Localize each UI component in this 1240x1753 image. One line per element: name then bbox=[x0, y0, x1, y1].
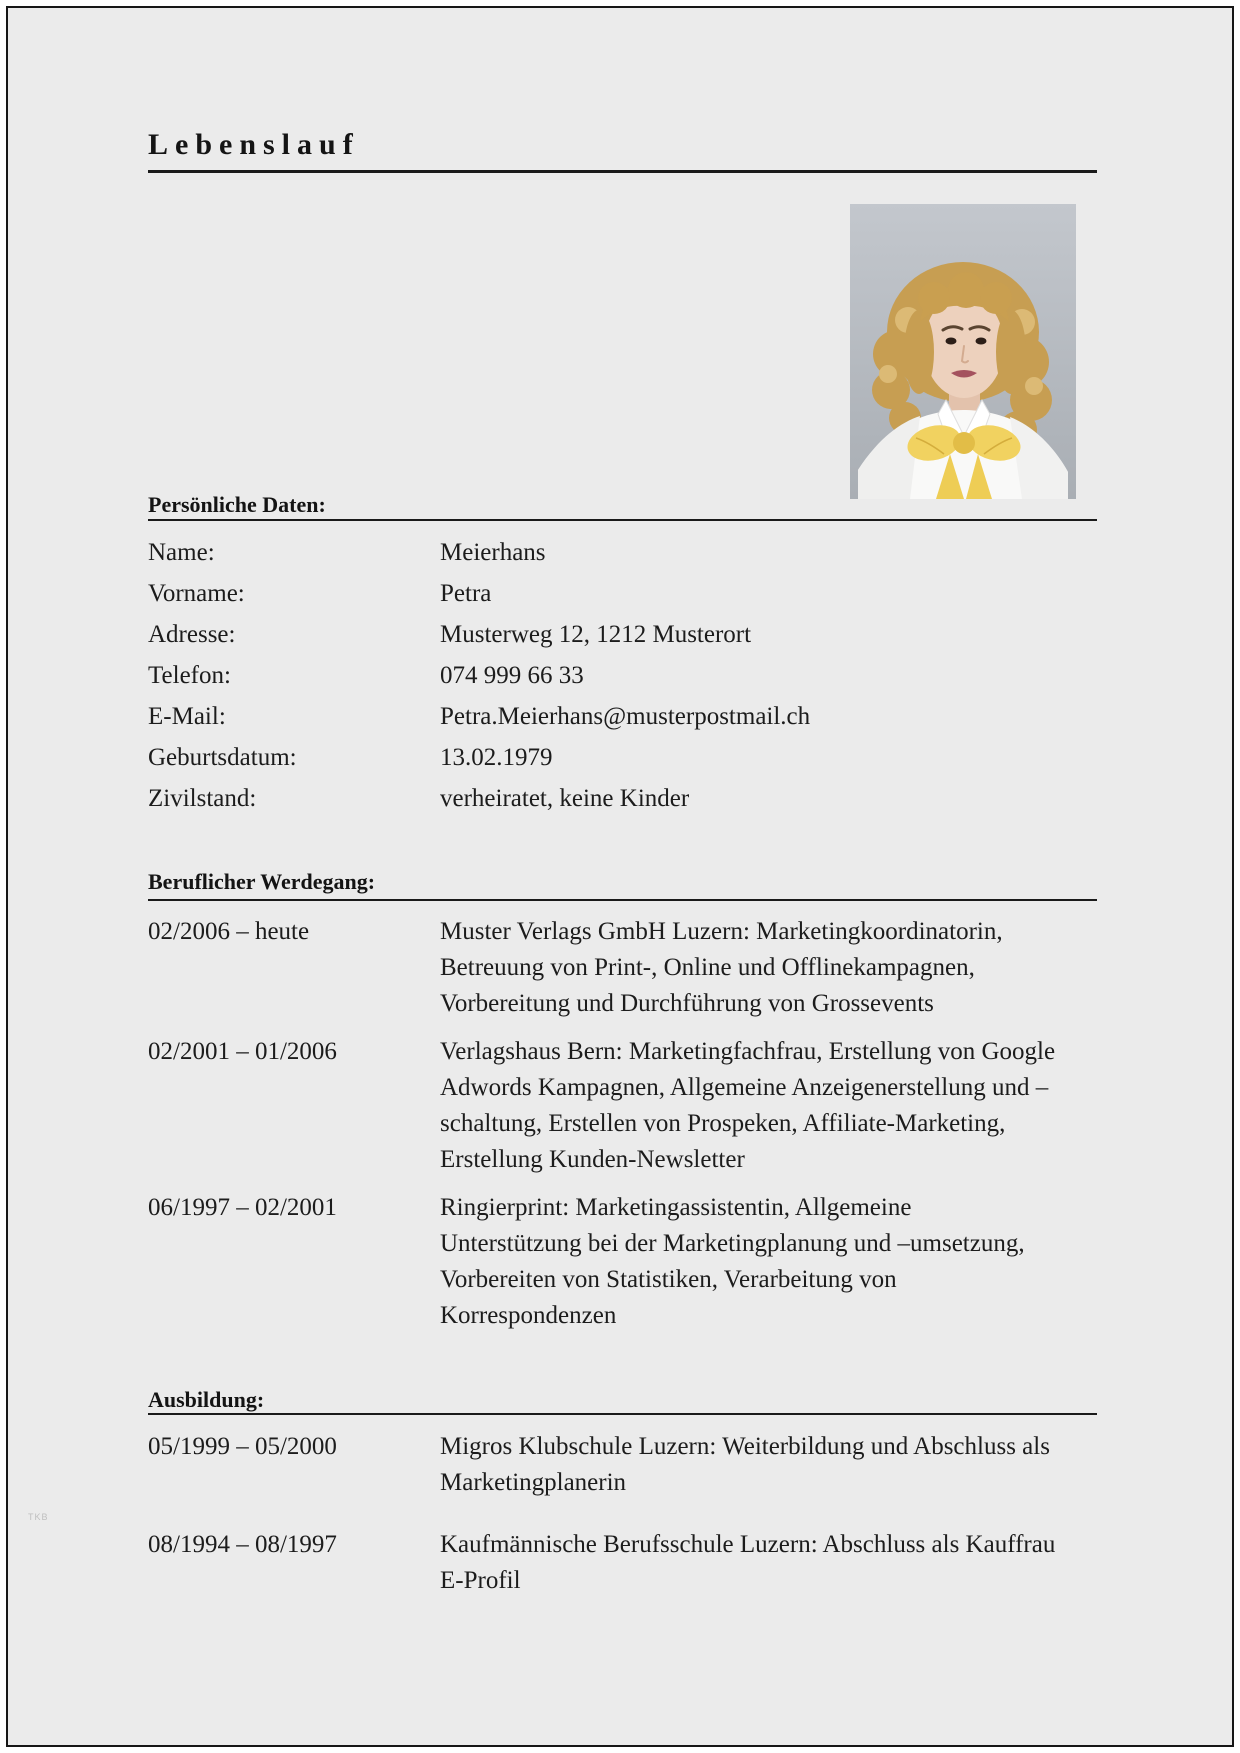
row-value: Musterweg 12, 1212 Musterort bbox=[440, 621, 752, 648]
page-title: Lebenslauf bbox=[148, 128, 360, 161]
description-line: Korrespondenzen bbox=[440, 1302, 617, 1329]
career-divider bbox=[148, 899, 1097, 901]
section-heading-education: Ausbildung: bbox=[148, 1387, 265, 1412]
row-label: Name: bbox=[148, 539, 215, 566]
entry-description bbox=[440, 1034, 1108, 1178]
entry-period: 05/1999 – 05/2000 bbox=[148, 1433, 337, 1460]
personal-row-telefon bbox=[148, 655, 1098, 696]
entry-period: 02/2001 – 01/2006 bbox=[148, 1038, 337, 1065]
personal-row-name bbox=[148, 532, 1098, 573]
row-value: Meierhans bbox=[440, 539, 546, 566]
row-value: Petra bbox=[440, 580, 492, 607]
entry-description bbox=[440, 1190, 1108, 1334]
description-line: E-Profil bbox=[440, 1567, 521, 1594]
entry-period: 02/2006 – heute bbox=[148, 918, 310, 945]
row-label: Adresse: bbox=[148, 621, 236, 648]
description-line: Adwords Kampagnen, Allgemeine Anzeigenerstellung und – bbox=[440, 1074, 1049, 1101]
personal-divider bbox=[148, 519, 1097, 521]
row-label: E-Mail: bbox=[148, 703, 226, 730]
row-value: 13.02.1979 bbox=[440, 744, 553, 771]
personal-row-vorname bbox=[148, 573, 1098, 614]
description-line: schaltung, Erstellen von Prospeken, Affiliate-Marketing, bbox=[440, 1110, 1006, 1137]
row-value: Petra.Meierhans@musterpostmail.ch bbox=[440, 703, 811, 730]
section-heading-career: Beruflicher Werdegang: bbox=[148, 869, 376, 894]
entry-period: 06/1997 – 02/2001 bbox=[148, 1194, 337, 1221]
education-divider bbox=[148, 1413, 1097, 1415]
career-entry bbox=[148, 1034, 1108, 1178]
corner-watermark: TKB bbox=[28, 1512, 49, 1522]
education-entries bbox=[148, 1429, 1108, 1625]
entry-description bbox=[440, 914, 1108, 1022]
portrait-photo bbox=[850, 204, 1076, 499]
personal-row-zivilstand bbox=[148, 778, 1098, 819]
education-entry bbox=[148, 1429, 1108, 1501]
row-label: Vorname: bbox=[148, 580, 245, 607]
career-entry bbox=[148, 1190, 1108, 1334]
row-label: Telefon: bbox=[148, 662, 231, 689]
section-heading-personal: Persönliche Daten: bbox=[148, 492, 326, 517]
title-divider bbox=[148, 170, 1097, 173]
description-line: Vorbereitung und Durchführung von Grossevents bbox=[440, 990, 934, 1017]
row-value: 074 999 66 33 bbox=[440, 662, 584, 689]
personal-row-geburtsdatum bbox=[148, 737, 1098, 778]
description-line: Erstellung Kunden-Newsletter bbox=[440, 1146, 745, 1173]
description-line: Marketingplanerin bbox=[440, 1469, 627, 1496]
description-line: Ringierprint: Marketingassistentin, Allgemeine bbox=[440, 1194, 912, 1221]
row-label: Zivilstand: bbox=[148, 785, 257, 812]
education-entry bbox=[148, 1527, 1108, 1599]
personal-row-email bbox=[148, 696, 1098, 737]
personal-row-adresse bbox=[148, 614, 1098, 655]
row-label: Geburtsdatum: bbox=[148, 744, 297, 771]
career-entries bbox=[148, 914, 1108, 1346]
entry-description bbox=[440, 1527, 1108, 1599]
personal-data-table bbox=[148, 532, 1098, 819]
description-line: Kaufmännische Berufsschule Luzern: Abschluss als Kauffrau bbox=[440, 1531, 1056, 1558]
entry-period: 08/1994 – 08/1997 bbox=[148, 1531, 337, 1558]
portrait-photo-drawing bbox=[850, 204, 1076, 499]
description-line: Unterstützung bei der Marketingplanung und –umsetzung, bbox=[440, 1230, 1025, 1257]
description-line: Migros Klubschule Luzern: Weiterbildung und Abschluss als bbox=[440, 1433, 1050, 1460]
career-entry bbox=[148, 914, 1108, 1022]
description-line: Betreuung von Print-, Online und Offlinekampagnen, bbox=[440, 954, 975, 981]
row-value: verheiratet, keine Kinder bbox=[440, 785, 690, 812]
description-line: Verlagshaus Bern: Marketingfachfrau, Erstellung von Google bbox=[440, 1038, 1056, 1065]
description-line: Muster Verlags GmbH Luzern: Marketingkoordinatorin, bbox=[440, 918, 1003, 945]
entry-description bbox=[440, 1429, 1108, 1501]
description-line: Vorbereiten von Statistiken, Verarbeitung von bbox=[440, 1266, 897, 1293]
